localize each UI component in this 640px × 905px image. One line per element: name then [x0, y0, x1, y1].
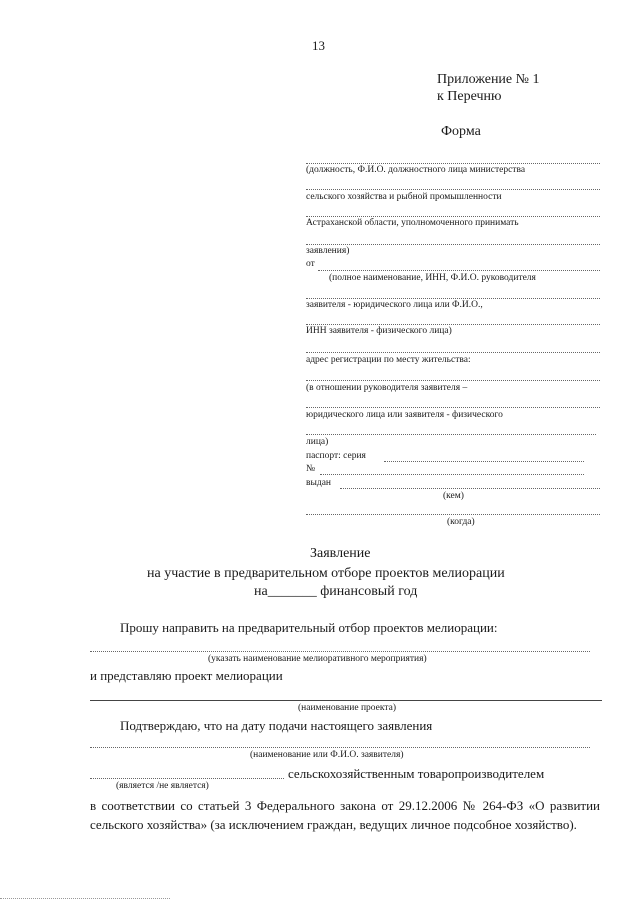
issued-label: выдан [306, 478, 332, 488]
producer-text: сельскохозяйственным товаропроизводителем [288, 766, 545, 781]
address-label: адрес регистрации по месту жительства: [306, 355, 471, 365]
request-text: Прошу направить на предварительный отбор проектов мелиорации: [120, 620, 498, 635]
fill-line[interactable] [306, 244, 600, 245]
scan-edge-artifact [0, 898, 170, 899]
passport-number-label: № [306, 464, 316, 474]
financial-year-suffix: финансовый год [316, 584, 418, 599]
project-name-hint: (наименование проекта) [298, 703, 397, 713]
fill-line[interactable] [306, 352, 600, 353]
addressee-hint-2: сельского хозяйства и рыбной промышленности [306, 192, 502, 202]
melioration-event-field[interactable] [90, 651, 590, 652]
fill-line[interactable] [306, 298, 600, 299]
fill-line[interactable] [306, 216, 600, 217]
financial-year-line [254, 584, 417, 600]
issued-by-hint: (кем) [443, 491, 464, 501]
passport-number-field[interactable] [320, 474, 584, 475]
issue-date-field[interactable] [306, 514, 600, 515]
document-title: Заявление [310, 546, 371, 561]
applicant-hint-3: ИНН заявителя - физического лица) [306, 326, 452, 336]
fill-line[interactable] [306, 407, 600, 408]
document-subtitle: на участие в предварительном отборе проектов мелиорации [147, 566, 505, 581]
applicant-name-field[interactable] [90, 747, 590, 748]
issued-field[interactable] [340, 488, 600, 489]
applicant-hint-2: заявителя - юридического лица или Ф.И.О., [306, 300, 483, 310]
addressee-hint-3: Астраханской области, уполномоченного принимать [306, 218, 519, 228]
fill-line[interactable] [318, 270, 600, 271]
address-hint-3: лица) [306, 437, 329, 447]
fill-line[interactable] [306, 434, 596, 435]
address-hint-1: (в отношении руководителя заявителя – [306, 383, 468, 393]
addressee-hint-4: заявления) [306, 246, 350, 256]
status-field[interactable] [90, 778, 284, 779]
status-hint: (является /не является) [116, 781, 209, 791]
fill-line[interactable] [306, 189, 600, 190]
applicant-name-hint: (наименование или Ф.И.О. заявителя) [250, 750, 404, 760]
issue-date-hint: (когда) [447, 517, 475, 527]
melioration-event-hint: (указать наименование мелиоративного мероприятия) [208, 654, 427, 664]
fill-line[interactable] [306, 324, 600, 325]
addressee-hint-1: (должность, Ф.И.О. должностного лица министерства [306, 165, 526, 175]
appendix-label: Приложение № 1 [437, 72, 540, 87]
address-hint-2: юридического лица или заявителя - физического [306, 410, 503, 420]
financial-year-field[interactable]: _______ [267, 584, 317, 599]
project-name-field[interactable] [90, 700, 602, 701]
passport-series-label: паспорт: серия [306, 451, 366, 461]
fill-line[interactable] [306, 380, 600, 381]
fill-line[interactable] [306, 163, 600, 164]
passport-series-field[interactable] [384, 461, 584, 462]
confirm-text: Подтверждаю, что на дату подачи настоящего заявления [120, 718, 433, 733]
page-number: 13 [312, 38, 325, 53]
applicant-hint-1: (полное наименование, ИНН, Ф.И.О. руководителя [329, 273, 536, 283]
present-project-text: и представляю проект мелиорации [90, 668, 283, 683]
law-reference-text: в соответствии со статьей 3 Федерального закона от 29.12.2006 № 264-ФЗ «О развитии сельского хозяйства» (за исключением граждан, ведущих личное подсобное хозяйство). [90, 798, 600, 832]
form-label: Форма [441, 124, 481, 139]
appendix-to-list: к Перечню [437, 89, 502, 104]
from-label: от [306, 259, 315, 269]
financial-year-prefix: на [254, 584, 268, 599]
